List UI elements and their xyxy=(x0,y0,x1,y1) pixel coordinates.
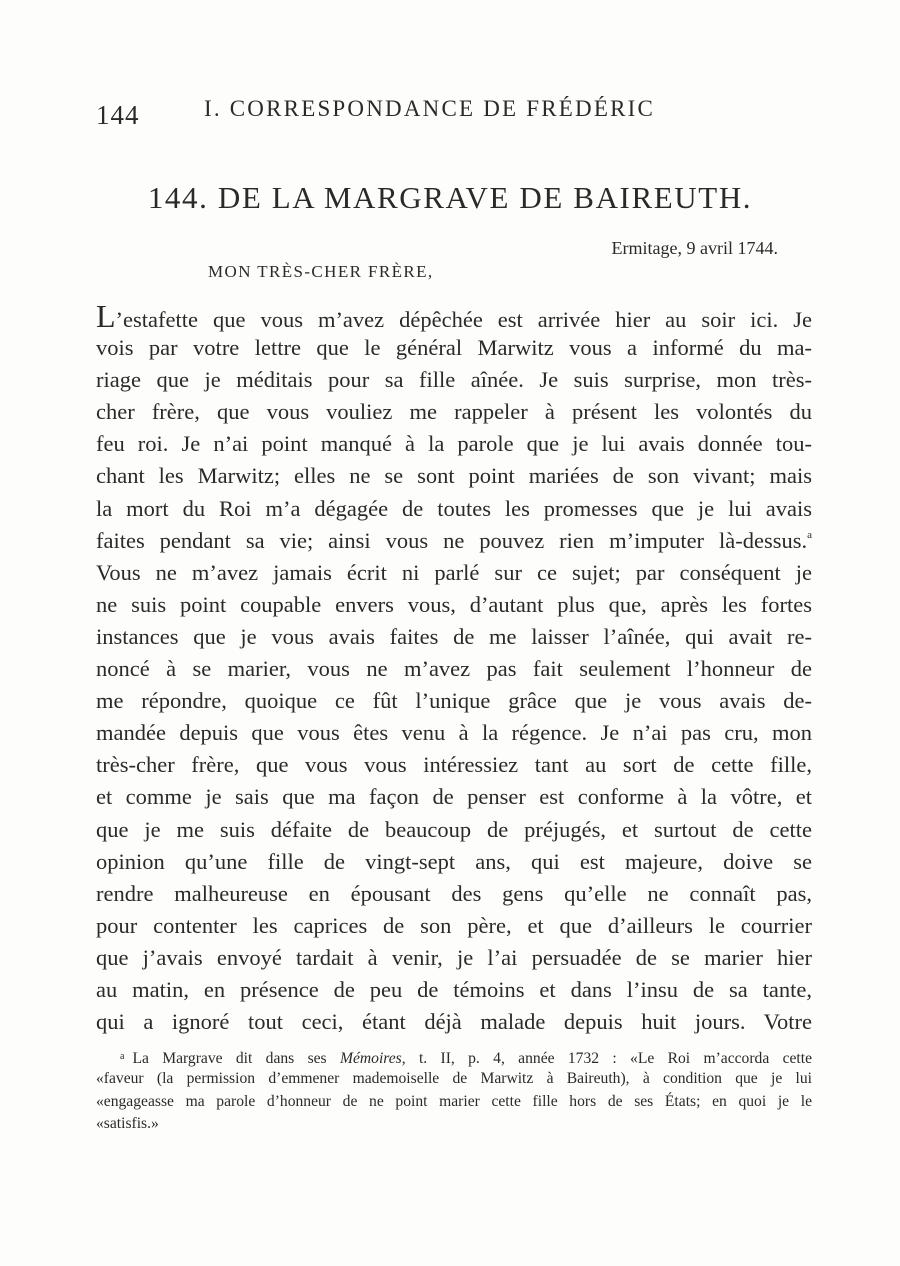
salutation: MON TRÈS-CHER FRÈRE, xyxy=(208,262,434,281)
text-line: et comme je sais que ma façon de penser est conforme à la vôtre, et xyxy=(96,784,812,810)
text-line: cher frère, que vous vouliez me rappeler à présent les volontés du xyxy=(96,399,812,425)
letter-heading: 144. DE LA MARGRAVE DE BAIREUTH. xyxy=(147,180,753,215)
text-line: riage que je méditais pour sa fille aînée. Je suis surprise, mon très- xyxy=(96,367,812,393)
text-line: instances que je vous avais faites de me laisser l’aînée, qui avait re- xyxy=(96,623,812,649)
text-line: rendre malheureuse en épousant des gens qu’elle ne connaît pas, xyxy=(96,880,812,906)
text-line xyxy=(96,300,812,332)
text-line xyxy=(96,525,812,557)
footnote xyxy=(96,1046,812,1136)
page-number: 144 xyxy=(96,100,140,130)
footnote-line xyxy=(96,1046,812,1068)
text-line: pour contenter les caprices de son père, et que d’ailleurs le courrier xyxy=(96,912,812,938)
footnote-reference: a xyxy=(807,528,812,541)
dateline: Ermitage, 9 avril 1744. xyxy=(611,238,778,258)
footnote-text: , t. II, p. 4, année 1732 : «Le Roi m’accorda cette xyxy=(401,1050,813,1067)
footnote-line: «engageasse ma parole d’honneur de ne point marier cette fille hors de ses États; en quoi je le xyxy=(96,1092,812,1110)
text-line: noncé à se marier, vous ne m’avez pas fait seulement l’honneur de xyxy=(96,656,812,682)
text-line: Vous ne m’avez jamais écrit ni parlé sur ce sujet; par conséquent je xyxy=(96,559,812,585)
text-line: chant les Marwitz; elles ne se sont point mariées de son vivant; mais xyxy=(96,463,812,489)
text-line: opinion qu’une fille de vingt-sept ans, qui est majeure, doive se xyxy=(96,848,812,874)
text-line: qui a ignoré tout ceci, étant déjà malade depuis huit jours. Votre xyxy=(96,1009,812,1035)
text-line: que j’avais envoyé tardait à venir, je l’ai persuadée de se marier hier xyxy=(96,944,812,970)
initial-letter: L xyxy=(96,298,116,334)
running-head xyxy=(96,96,716,136)
text-line: vois par votre lettre que le général Marwitz vous a informé du ma- xyxy=(96,335,812,361)
footnote-line: «faveur (la permission d’emmener mademoiselle de Marwitz à Baireuth), à condition que je lui xyxy=(96,1070,812,1088)
first-line-text: ’estafette que vous m’avez dépêchée est arrivée hier au soir ici. Je xyxy=(115,307,812,332)
text-line: feu roi. Je n’ai point manqué à la parole que je lui avais donnée tou- xyxy=(96,431,812,457)
text-line: au matin, en présence de peu de témoins et dans l’insu de sa tante, xyxy=(96,976,812,1002)
text-line: me répondre, quoique ce fût l’unique grâce que je vous avais de- xyxy=(96,688,812,714)
footnote-marker: a xyxy=(120,1051,125,1062)
footnote-book-title: Mémoires xyxy=(339,1050,402,1067)
letter-body xyxy=(96,300,812,1038)
text-line: mandée depuis que vous êtes venu à la régence. Je n’ai pas cru, mon xyxy=(96,720,812,746)
text-line-content: faites pendant sa vie; ainsi vous ne pouvez rien m’imputer là-dessus. xyxy=(96,527,808,553)
text-line: la mort du Roi m’a dégagée de toutes les promesses que je lui avais xyxy=(96,495,812,521)
footnote-line: «satisfis.» xyxy=(96,1115,159,1133)
text-line: ne suis point coupable envers vous, d’autant plus que, après les fortes xyxy=(96,591,812,617)
text-line: très-cher frère, que vous vous intéressiez tant au sort de cette fille, xyxy=(96,752,812,778)
running-title: I. CORRESPONDANCE DE FRÉDÉRIC xyxy=(204,96,656,121)
footnote-text: La Margrave dit dans ses xyxy=(132,1050,340,1067)
text-line: que je me suis défaite de beaucoup de préjugés, et surtout de cette xyxy=(96,816,812,842)
